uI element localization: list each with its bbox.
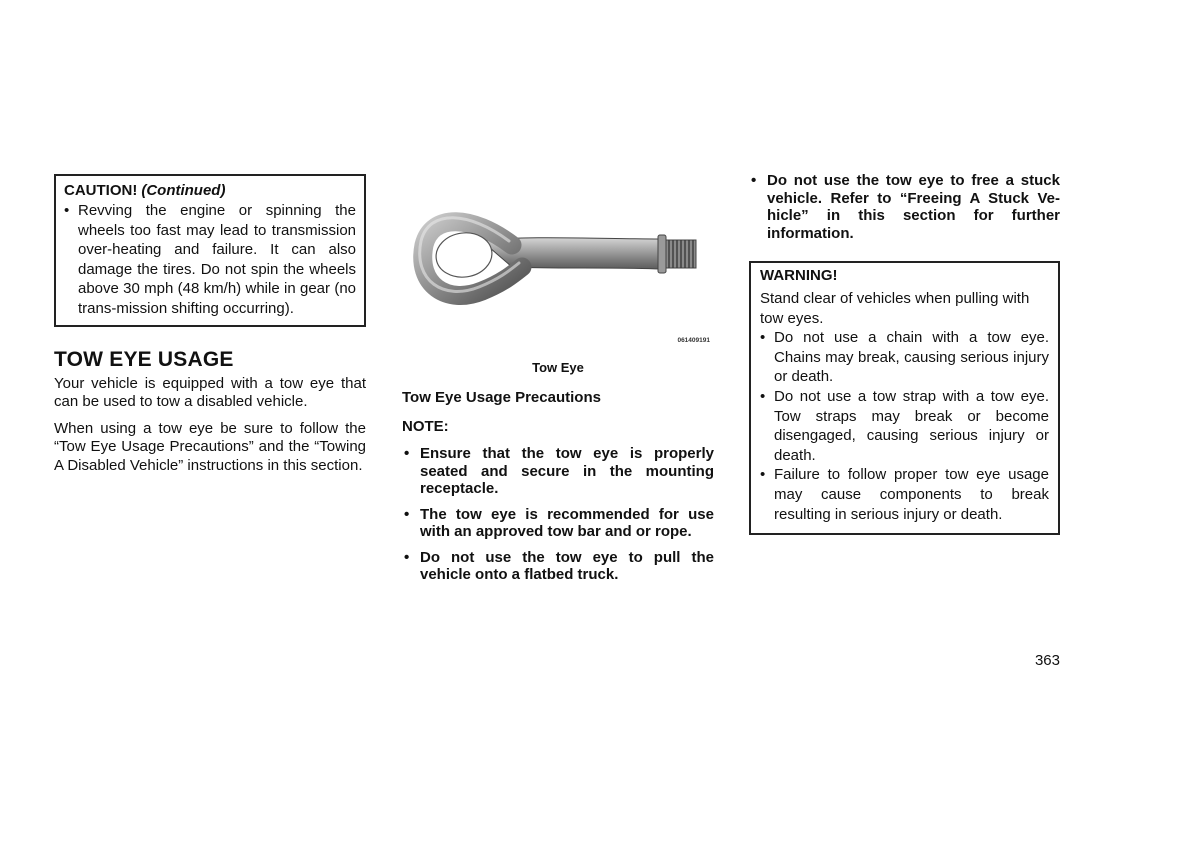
middle-column (402, 205, 714, 592)
warning-item: • Failure to follow proper tow eye usage may cause components to break resulting in serious injury or death. (760, 465, 1049, 524)
tow-eye-figure (402, 205, 714, 350)
warning-box (749, 261, 1060, 535)
caution-continued: (Continued) (141, 182, 226, 199)
figure-code: 061409191 (677, 337, 710, 344)
warning-list (760, 328, 1049, 524)
caution-list (64, 201, 356, 319)
note-label: NOTE: (402, 418, 449, 435)
section-paragraph: Your vehicle is equipped with a tow eye that can be used to tow a disabled vehicle. (54, 374, 366, 411)
caution-heading (64, 181, 356, 201)
precaution-item: • The tow eye is recommended for use with an approved tow bar and or rope. (402, 506, 714, 541)
left-column (54, 174, 366, 483)
precaution-item: • Ensure that the tow eye is properly seated and secure in the mounting receptacle. (402, 445, 714, 498)
precautions-list (402, 445, 714, 584)
section-title: TOW EYE USAGE (54, 347, 234, 371)
page-number: 363 (1034, 652, 1060, 669)
warning-item: • Do not use a chain with a tow eye. Chains may break, causing serious injury or death. (760, 328, 1049, 387)
warning-item: • Do not use a tow strap with a tow eye. Tow straps may break or become disengaged, causing serious injury or death. (760, 387, 1049, 465)
precautions-heading: Tow Eye Usage Precautions (402, 389, 601, 406)
section-paragraph: When using a tow eye be sure to follow the “Tow Eye Usage Precautions” and the “Towing A Disabled Vehicle” instructions in this section. (54, 419, 366, 474)
precaution-item: • Do not use the tow eye to pull the vehicle onto a flatbed truck. (402, 549, 714, 584)
precautions-list-continued (749, 172, 1060, 242)
figure-caption: Tow Eye (532, 360, 584, 375)
right-column (749, 172, 1060, 535)
tow-eye-illustration (402, 205, 714, 350)
precaution-item: • Do not use the tow eye to free a stuck vehicle. Refer to “Freeing A Stuck Ve-hicle” in this section for further information. (749, 172, 1060, 242)
caution-label: CAUTION! (64, 182, 138, 199)
warning-label: WARNING! (760, 267, 838, 284)
caution-item: • Revving the engine or spinning the wheels too fast may lead to transmission over-heating and failure. It can also damage the tires. Do not spin the wheels above 30 mph (48 km/h) while in gear (no trans-mission shifting occurring). (64, 201, 356, 319)
warning-intro: Stand clear of vehicles when pulling with tow eyes. (760, 290, 1030, 327)
caution-box (54, 174, 366, 327)
